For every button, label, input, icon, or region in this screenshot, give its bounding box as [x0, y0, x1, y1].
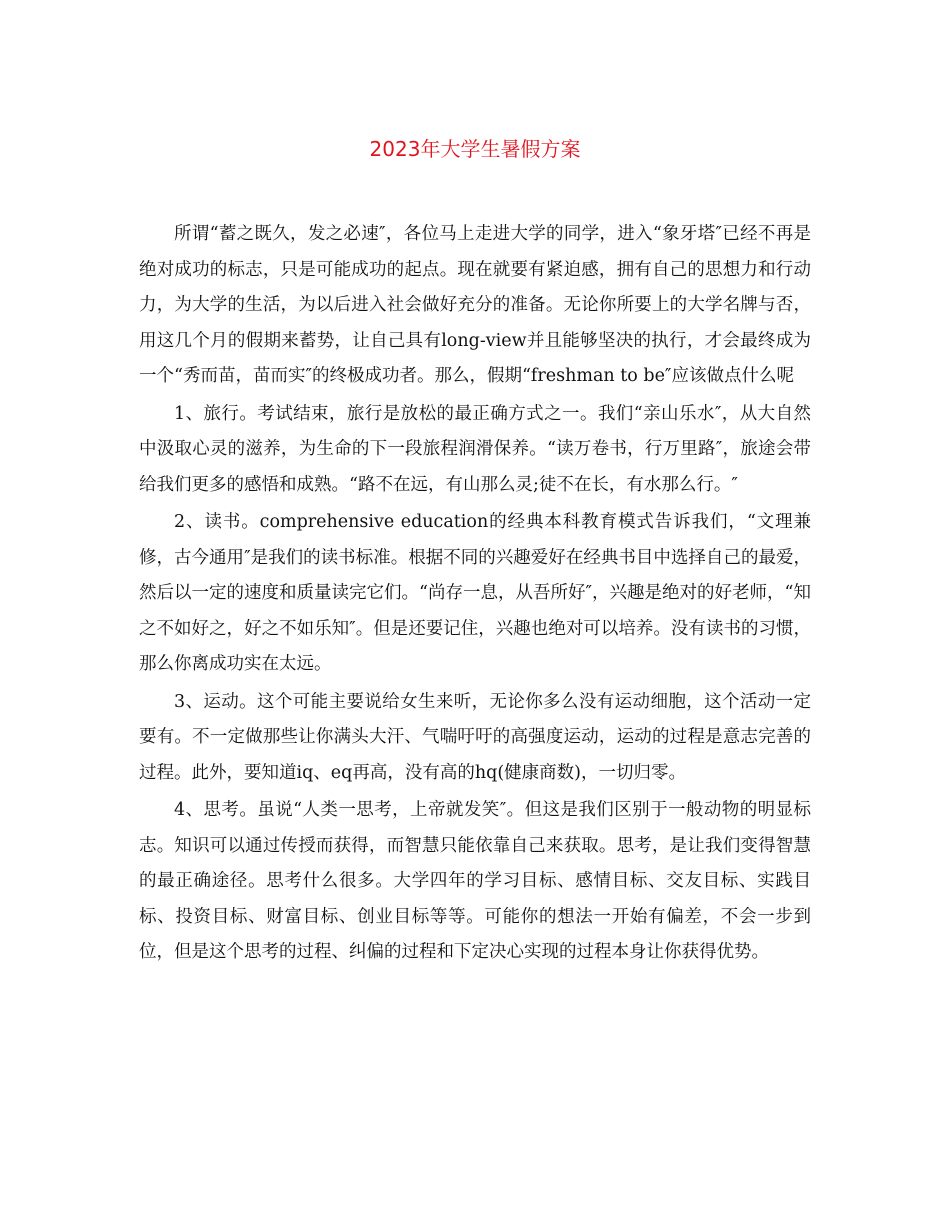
- paragraph-travel: 1、旅行。考试结束，旅行是放松的最正确方式之一。我们“亲山乐水″，从大自然中汲取心灵的滋养，为生命的下一段旅程润滑保养。“读万卷书，行万里路″，旅途会带给我们更多的感悟和成熟。“路不在远，有山那么灵;徒不在长，有水那么行。″: [139, 403, 811, 495]
- paragraph-thinking: 4、思考。虽说“人类一思考，上帝就发笑″。但这是我们区别于一般动物的明显标志。知识可以通过传授而获得，而智慧只能依靠自己来获取。思考，是让我们变得智慧的最正确途径。思考什么很多。大学四年的学习目标、感情目标、交友目标、实践目标、投资目标、财富目标、创业目标等等。可能你的想法一开始有偏差，不会一步到位，但是这个思考的过程、纠偏的过程和下定决心实现的过程本身让你获得优势。: [139, 800, 811, 962]
- document-title: 2023年大学生暑假方案: [369, 137, 581, 161]
- paragraph-intro: 所谓“蓄之既久，发之必速″，各位马上走进大学的同学，进入“象牙塔″已经不再是绝对成功的标志，只是可能成功的起点。现在就要有紧迫感，拥有自己的思想力和行动力，为大学的生活，为以后进入社会做好充分的准备。无论你所要上的大学名牌与否，用这几个月的假期来蓄势，让自己具有long-view并且能够坚决的执行，才会最终成为一个“秀而苗，苗而实″的终极成功者。那么，假期“freshman to be″应该做点什么呢: [139, 224, 811, 386]
- document-body: [139, 217, 811, 973]
- paragraph-reading: 2、读书。comprehensive education的经典本科教育模式告诉我们，“文理兼修，古今通用″是我们的读书标准。根据不同的兴趣爱好在经典书目中选择自己的最爱，然后以一定的速度和质量读完它们。“尚存一息，从吾所好″，兴趣是绝对的好老师，“知之不如好之，好之不如乐知″。但是还要记住，兴趣也绝对可以培养。没有读书的习惯，那么你离成功实在太远。: [139, 512, 811, 674]
- paragraph-exercise: 3、运动。这个可能主要说给女生来听，无论你多么没有运动细胞，这个活动一定要有。不一定做那些让你满头大汗、气喘吁吁的高强度运动，运动的过程是意志完善的过程。此外，要知道iq、eq再高，没有高的hq(健康商数)，一切归零。: [139, 691, 811, 783]
